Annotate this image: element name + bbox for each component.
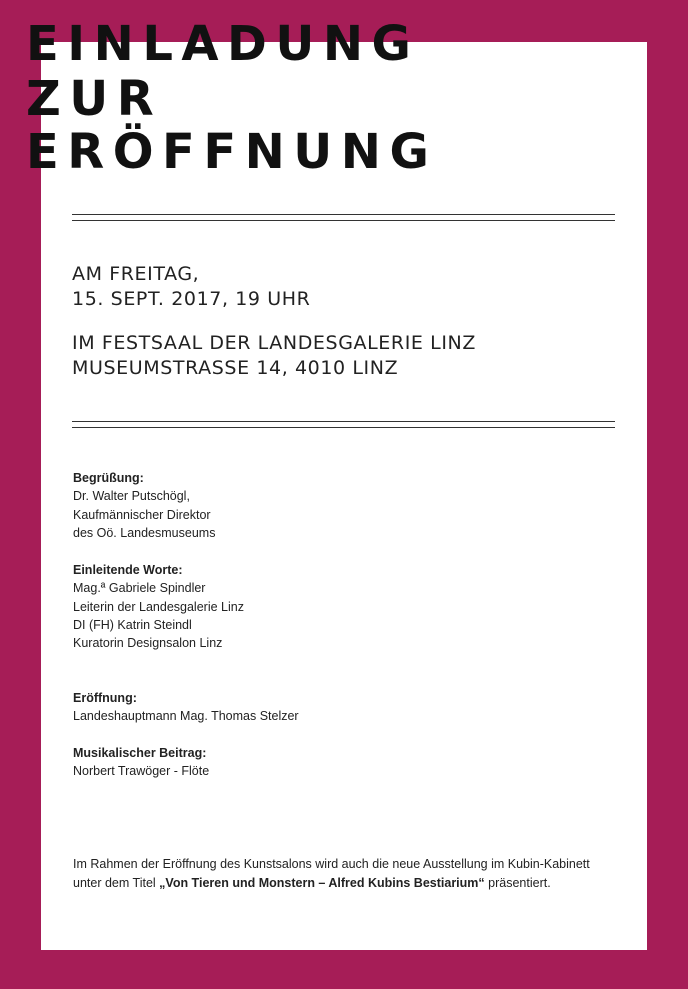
- exhibition-note: [73, 855, 618, 892]
- program-line: Landeshauptmann Mag. Thomas Stelzer: [73, 709, 299, 724]
- program-greeting-heading: Begrüßung:: [73, 471, 144, 485]
- program-line: Kuratorin Designsalon Linz: [73, 636, 223, 651]
- event-venue: [72, 331, 632, 381]
- program-music-heading: Musikalischer Beitrag:: [73, 746, 207, 760]
- note-text-1: Im Rahmen der Eröffnung des Kunstsalons wird auch die neue Ausstellung im Kubin-Kabinett unter dem Titel: [73, 857, 590, 890]
- title-line-1: EINLADUNG: [26, 16, 420, 72]
- program-line: Mag.ª Gabriele Spindler: [73, 581, 206, 596]
- program-greeting: [73, 469, 613, 542]
- event-date: [72, 262, 632, 312]
- program-line: Kaufmännischer Direktor: [73, 507, 211, 522]
- program-intro: [73, 561, 613, 652]
- program-line: DI (FH) Katrin Steindl: [73, 617, 192, 632]
- program-line: Norbert Trawöger - Flöte: [73, 764, 210, 779]
- program-opening-heading: Eröffnung:: [73, 691, 137, 705]
- program-opening: [73, 689, 613, 726]
- event-date-line-1: AM FREITAG,: [72, 263, 200, 285]
- event-venue-line-2: MUSEUMSTRASSE 14, 4010 LINZ: [72, 357, 399, 379]
- divider-bottom: [72, 421, 615, 428]
- title-line-3: ERÖFFNUNG: [26, 124, 438, 180]
- program-intro-heading: Einleitende Worte:: [73, 563, 183, 577]
- program-line: Leiterin der Landesgalerie Linz: [73, 599, 244, 614]
- program-line: des Oö. Landesmuseums: [73, 525, 216, 540]
- title-line-2: ZUR: [26, 71, 163, 127]
- note-text-2: präsentiert.: [484, 875, 551, 890]
- program-line: Dr. Walter Putschögl,: [73, 489, 190, 504]
- program-music: [73, 744, 613, 781]
- divider-top: [72, 214, 615, 221]
- event-venue-line-1: IM FESTSAAL DER LANDESGALERIE LINZ: [72, 332, 476, 354]
- exhibition-title: „Von Tieren und Monstern – Alfred Kubins Bestiarium“: [159, 875, 485, 890]
- event-date-line-2: 15. SEPT. 2017, 19 UHR: [72, 288, 311, 310]
